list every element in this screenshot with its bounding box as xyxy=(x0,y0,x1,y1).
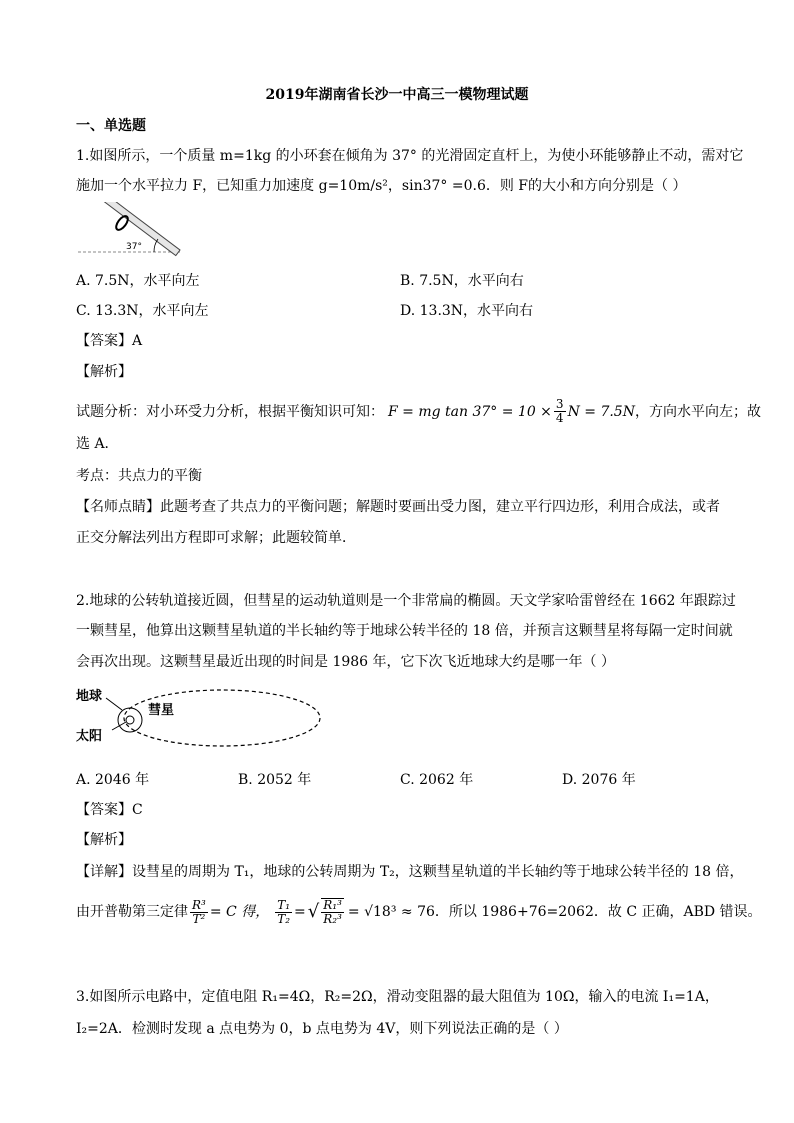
comet-orbit-ellipse xyxy=(124,690,320,746)
ring-icon xyxy=(114,214,130,232)
formula-part-b: N = 7.5N xyxy=(567,403,635,420)
q1-analysis-head: 【解析】 xyxy=(76,364,132,380)
q1-analysis-line2: 选 A． xyxy=(76,436,119,452)
q3-stem-line1: 3.如图所示电路中，定值电阻 R₁=4Ω，R₂=2Ω，滑动变阻器的最大阻值为 10Ω，输入的电流 I₁=1A， xyxy=(76,989,719,1005)
q1-answer: 【答案】A xyxy=(76,333,143,349)
q1-dianjing-line2: 正交分解法列出方程即可求解；此题较简单． xyxy=(76,530,356,546)
q1-kaodian: 考点：共点力的平衡 xyxy=(76,468,202,484)
period-ratio-fraction xyxy=(275,899,292,926)
kepler-rhs: = C 得， xyxy=(209,904,270,920)
q3-stem-line2: I₂=2A．检测时发现 a 点电势为 0，b 点电势为 4V，则下列说法正确的是（ ） xyxy=(76,1021,568,1037)
q1-incline-figure xyxy=(76,202,186,258)
q2-stem-line3: 会再次出现。这颗彗星最近出现的时间是 1986 年，它下次飞近地球大约是哪一年（ ） xyxy=(76,654,615,670)
sqrt-sign-icon: √ xyxy=(307,901,320,922)
q1-option-d: D. 13.3N，水平向右 xyxy=(400,303,534,319)
sqrt-denominator: R₂³ xyxy=(323,912,342,926)
kepler-numerator: R³ xyxy=(192,897,206,912)
analysis-text-pre: 试题分析：对小环受力分析，根据平衡知识可知： xyxy=(76,403,384,420)
q1-analysis-line xyxy=(76,398,761,425)
label-sun: 太阳 xyxy=(76,729,103,744)
sqrt-fraction xyxy=(321,898,344,926)
ratio-equals: = xyxy=(294,904,306,920)
kepler-denominator: T² xyxy=(192,911,206,926)
sqrt-rest: = √18³ ≈ 76 xyxy=(347,904,435,920)
q1-stem-line2: 施加一个水平拉力 F，已知重力加速度 g=10m/s²，sin37° =0.6．则 F的大小和方向分别是（ ） xyxy=(76,178,687,194)
q1-option-b: B. 7.5N，水平向右 xyxy=(400,273,524,289)
q2-option-b: B. 2052 年 xyxy=(238,772,312,788)
formula-fraction xyxy=(554,398,566,425)
label-comet: 彗星 xyxy=(148,703,175,718)
ratio-denominator: T₂ xyxy=(277,911,291,926)
sun-icon xyxy=(126,716,134,724)
detail-text-post: ．所以 1986+76=2062．故 C 正确，ABD 错误。 xyxy=(434,904,762,920)
analysis-text-post: ，方向水平向左；故 xyxy=(634,403,761,420)
angle-label: 37° xyxy=(126,242,142,252)
q2-option-c: C. 2062 年 xyxy=(400,772,474,788)
q2-orbit-figure xyxy=(76,682,326,756)
earth-orbit-circle xyxy=(118,708,142,732)
q2-option-d: D. 2076 年 xyxy=(562,772,636,788)
q2-detail-line1: 【详解】设彗星的周期为 T₁，地球的公转周期为 T₂，这颗彗星轨道的半长轴约等于地球公转半径的 18 倍， xyxy=(76,864,744,880)
ratio-numerator: T₁ xyxy=(277,897,291,912)
q2-option-a: A. 2046 年 xyxy=(76,772,150,788)
q2-detail-line2 xyxy=(76,898,762,926)
detail-text-pre: 由开普勒第三定律 xyxy=(76,904,188,920)
q2-stem-line1: 2.地球的公转轨道接近圆，但彗星的运动轨道则是一个非常扁的椭圆。天文学家哈雷曾经在 1662 年跟踪过 xyxy=(76,593,736,609)
section-heading: 一、单选题 xyxy=(76,118,146,134)
sun-pointer-line xyxy=(112,722,126,730)
kepler-fraction xyxy=(190,899,208,926)
formula-part-a: F = mg tan 37° = 10 × xyxy=(388,403,552,420)
q2-analysis-head: 【解析】 xyxy=(76,832,132,848)
q1-option-a: A. 7.5N，水平向左 xyxy=(76,273,200,289)
q1-stem-line1: 1.如图所示，一个质量 m=1kg 的小环套在倾角为 37° 的光滑固定直杆上，为使小环能够静止不动，需对它 xyxy=(76,148,744,164)
earth-pointer-line xyxy=(106,698,122,710)
q2-answer: 【答案】C xyxy=(76,802,143,818)
page-title: 2019年湖南省长沙一中高三一模物理试题 xyxy=(265,87,529,103)
label-earth: 地球 xyxy=(76,689,103,704)
q2-stem-line2: 一颗彗星，他算出这颗彗星轨道的半长轴约等于地球公转半径的 18 倍，并预言这颗彗星将每隔一定时间就 xyxy=(76,623,733,639)
q1-option-c: C. 13.3N，水平向左 xyxy=(76,303,209,319)
fraction-numerator: 3 xyxy=(555,397,564,411)
q1-dianjing-line1: 【名师点睛】此题考查了共点力的平衡问题；解题时要画出受力图，建立平行四边形，利用合成法，或者 xyxy=(76,499,720,515)
fraction-denominator: 4 xyxy=(555,411,564,425)
sqrt-numerator: R₁³ xyxy=(323,898,342,912)
